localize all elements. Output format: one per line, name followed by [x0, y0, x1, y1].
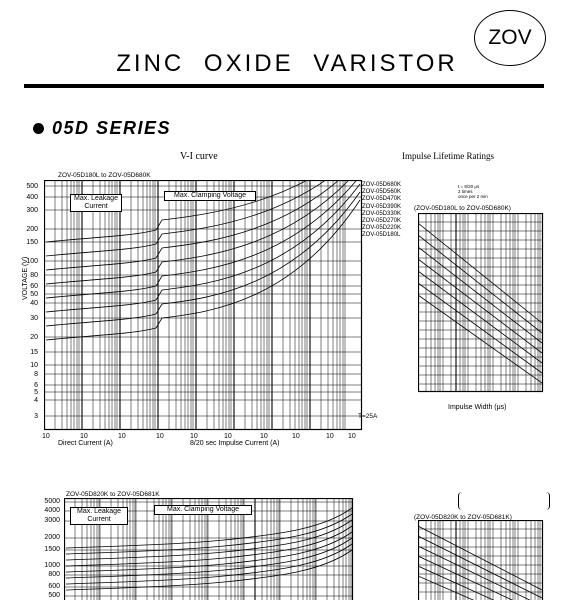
impulse-range-label: (ZOV-05D180L to ZOV-05D680K) — [414, 205, 511, 212]
y-tick-label: 40 — [30, 300, 38, 307]
y-tick-label: 50 — [30, 291, 38, 298]
varistor-label: ZOV-05D680K — [362, 182, 402, 188]
y-tick-label: 100 — [26, 258, 38, 265]
vi2-leakage-box: Max. Leakage Current — [70, 507, 128, 525]
y-tick-label: 4000 — [44, 507, 60, 514]
y-tick-label: 3 — [34, 413, 38, 420]
title-rule — [24, 84, 544, 88]
impulse2-legend — [458, 492, 550, 510]
vi-note: T=25A — [358, 413, 378, 420]
vi-y-ticks — [20, 181, 44, 433]
varistor-label: ZOV-05D470K — [362, 196, 402, 203]
y-tick-label: 80 — [30, 272, 38, 279]
y-tick-label: 300 — [26, 207, 38, 214]
vi2-range-label: ZOV-05D820K to ZOV-05D681K — [66, 491, 160, 498]
series-title: 05D SERIES — [52, 118, 172, 138]
vi-x-label-right: 8/20 sec Impulse Current (A) — [190, 440, 280, 447]
impulse-x-label: Impulse Width (μs) — [448, 404, 507, 411]
y-tick-label: 30 — [30, 315, 38, 322]
vi2-curve — [66, 550, 352, 590]
y-tick-label: 4 — [34, 397, 38, 404]
y-tick-label: 10 — [30, 362, 38, 369]
y-tick-label: 15 — [30, 349, 38, 356]
y-tick-label: 1000 — [44, 562, 60, 569]
impulse2-range-label: (ZOV-05D820K to ZOV-05D681K) — [414, 514, 512, 521]
y-tick-label: 150 — [26, 239, 38, 246]
impulse-legend-line: once per 2 min — [458, 194, 488, 199]
impulse-curve — [418, 247, 542, 343]
impulse-legend-line: t = 8/20 μs — [458, 184, 480, 189]
varistor-label: ZOV-05D560K — [362, 189, 402, 196]
vi2-curve — [66, 538, 352, 578]
impulse2-curve — [418, 526, 542, 590]
vi-y-axis-label: VOLTAGE (V) — [22, 256, 29, 300]
y-tick-label: 1500 — [44, 546, 60, 553]
y-tick-label: 6 — [34, 382, 38, 389]
y-tick-label: 800 — [48, 571, 60, 578]
zov-badge-text: ZOV — [488, 26, 532, 49]
vi2-clamping-box: Max. Clamping Voltage — [154, 505, 252, 515]
page-title: ZINC OXIDE VARISTOR — [116, 50, 458, 77]
y-tick-label: 60 — [30, 283, 38, 290]
impulse-chart — [418, 213, 544, 393]
vi-clamping-box: Max. Clamping Voltage — [164, 191, 256, 201]
vi2-y-ticks — [36, 494, 64, 600]
y-tick-label: 500 — [26, 183, 38, 190]
impulse-legend-line: 2 times — [458, 189, 473, 194]
y-tick-label: 2000 — [44, 534, 60, 541]
vi-range-label: ZOV-05D180L to ZOV-05D680K — [58, 172, 151, 179]
y-tick-label: 8 — [34, 371, 38, 378]
impulse-legend — [458, 184, 548, 199]
impulse2-curve — [418, 556, 542, 600]
y-tick-label: 5000 — [44, 498, 60, 505]
vi-leakage-box: Max. Leakage Current — [70, 194, 122, 212]
varistor-label: ZOV-05D330K — [362, 210, 402, 217]
y-tick-label: 500 — [48, 592, 60, 599]
impulse-caption: Impulse Lifetime Ratings — [402, 151, 494, 161]
y-tick-label: 3000 — [44, 517, 60, 524]
impulse2-curve — [418, 576, 542, 600]
series-heading — [33, 118, 171, 139]
y-tick-label: 200 — [26, 226, 38, 233]
vi-curve-chart — [44, 180, 364, 432]
impulse2-curve — [418, 536, 542, 598]
y-tick-label: 600 — [48, 583, 60, 590]
vi2-curve — [66, 520, 352, 560]
impulse-curve — [418, 283, 542, 373]
y-tick-label: 20 — [30, 334, 38, 341]
varistor-label: ZOV-05D390K — [362, 203, 402, 210]
impulse2-chart — [418, 520, 544, 600]
y-tick-label: 400 — [26, 194, 38, 201]
y-tick-label: 5 — [34, 389, 38, 396]
varistor-label: ZOV-05D270K — [362, 218, 402, 224]
vi-x-label-left: Direct Current (A) — [58, 440, 113, 447]
varistor-label: ZOV-05D180L — [362, 232, 401, 239]
vi-curve-caption: V-I curve — [180, 151, 218, 162]
impulse-curve — [418, 235, 542, 333]
bullet-icon — [33, 123, 44, 134]
vi2-curve — [66, 526, 352, 566]
varistor-label: ZOV-05D220K — [362, 225, 402, 232]
